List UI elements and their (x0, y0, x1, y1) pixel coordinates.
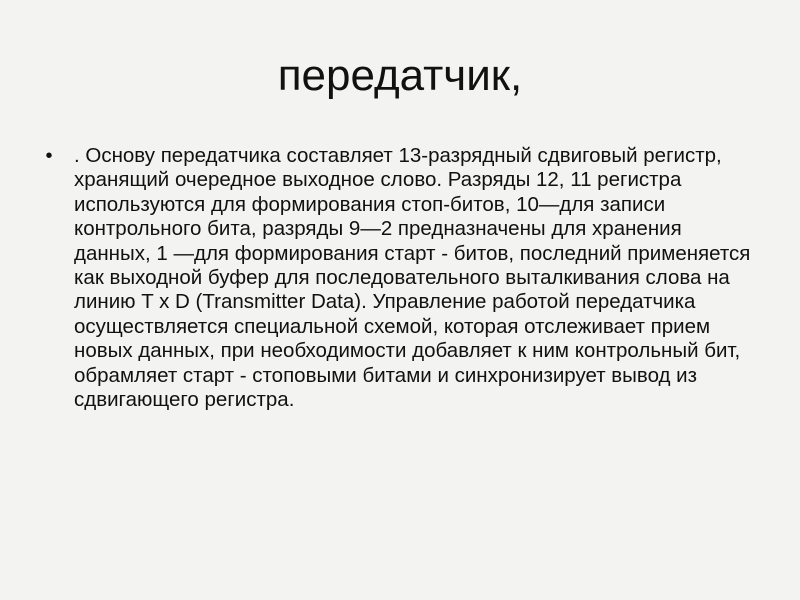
bullet-text: . Основу передатчика составляет 13-разрядный сдвиговый регистр, хранящий очередное выходное слово. Разряды 12, 11 регистра используются для формирования стоп-битов, 10—для записи контрольного бита, разряды 9—2 предназначены для хранения данных, 1 —для формирования старт - битов, последний применяется как выходной буфер для последовательного выталкивания слова на линию T x D (Transmitter Data). Управление работой передатчика осуществляется специальной схемой, которая отслеживает прием новых данных, при необходимости добавляет к ним контрольный бит, обрамляет старт - стоповыми битами и синхронизирует вывод из сдвигающего регистра. (74, 144, 751, 412)
bullet-item (40, 144, 752, 412)
bullet-list (40, 144, 752, 412)
slide-title: передатчик, (277, 51, 523, 100)
bullet-marker: • (45, 145, 53, 167)
